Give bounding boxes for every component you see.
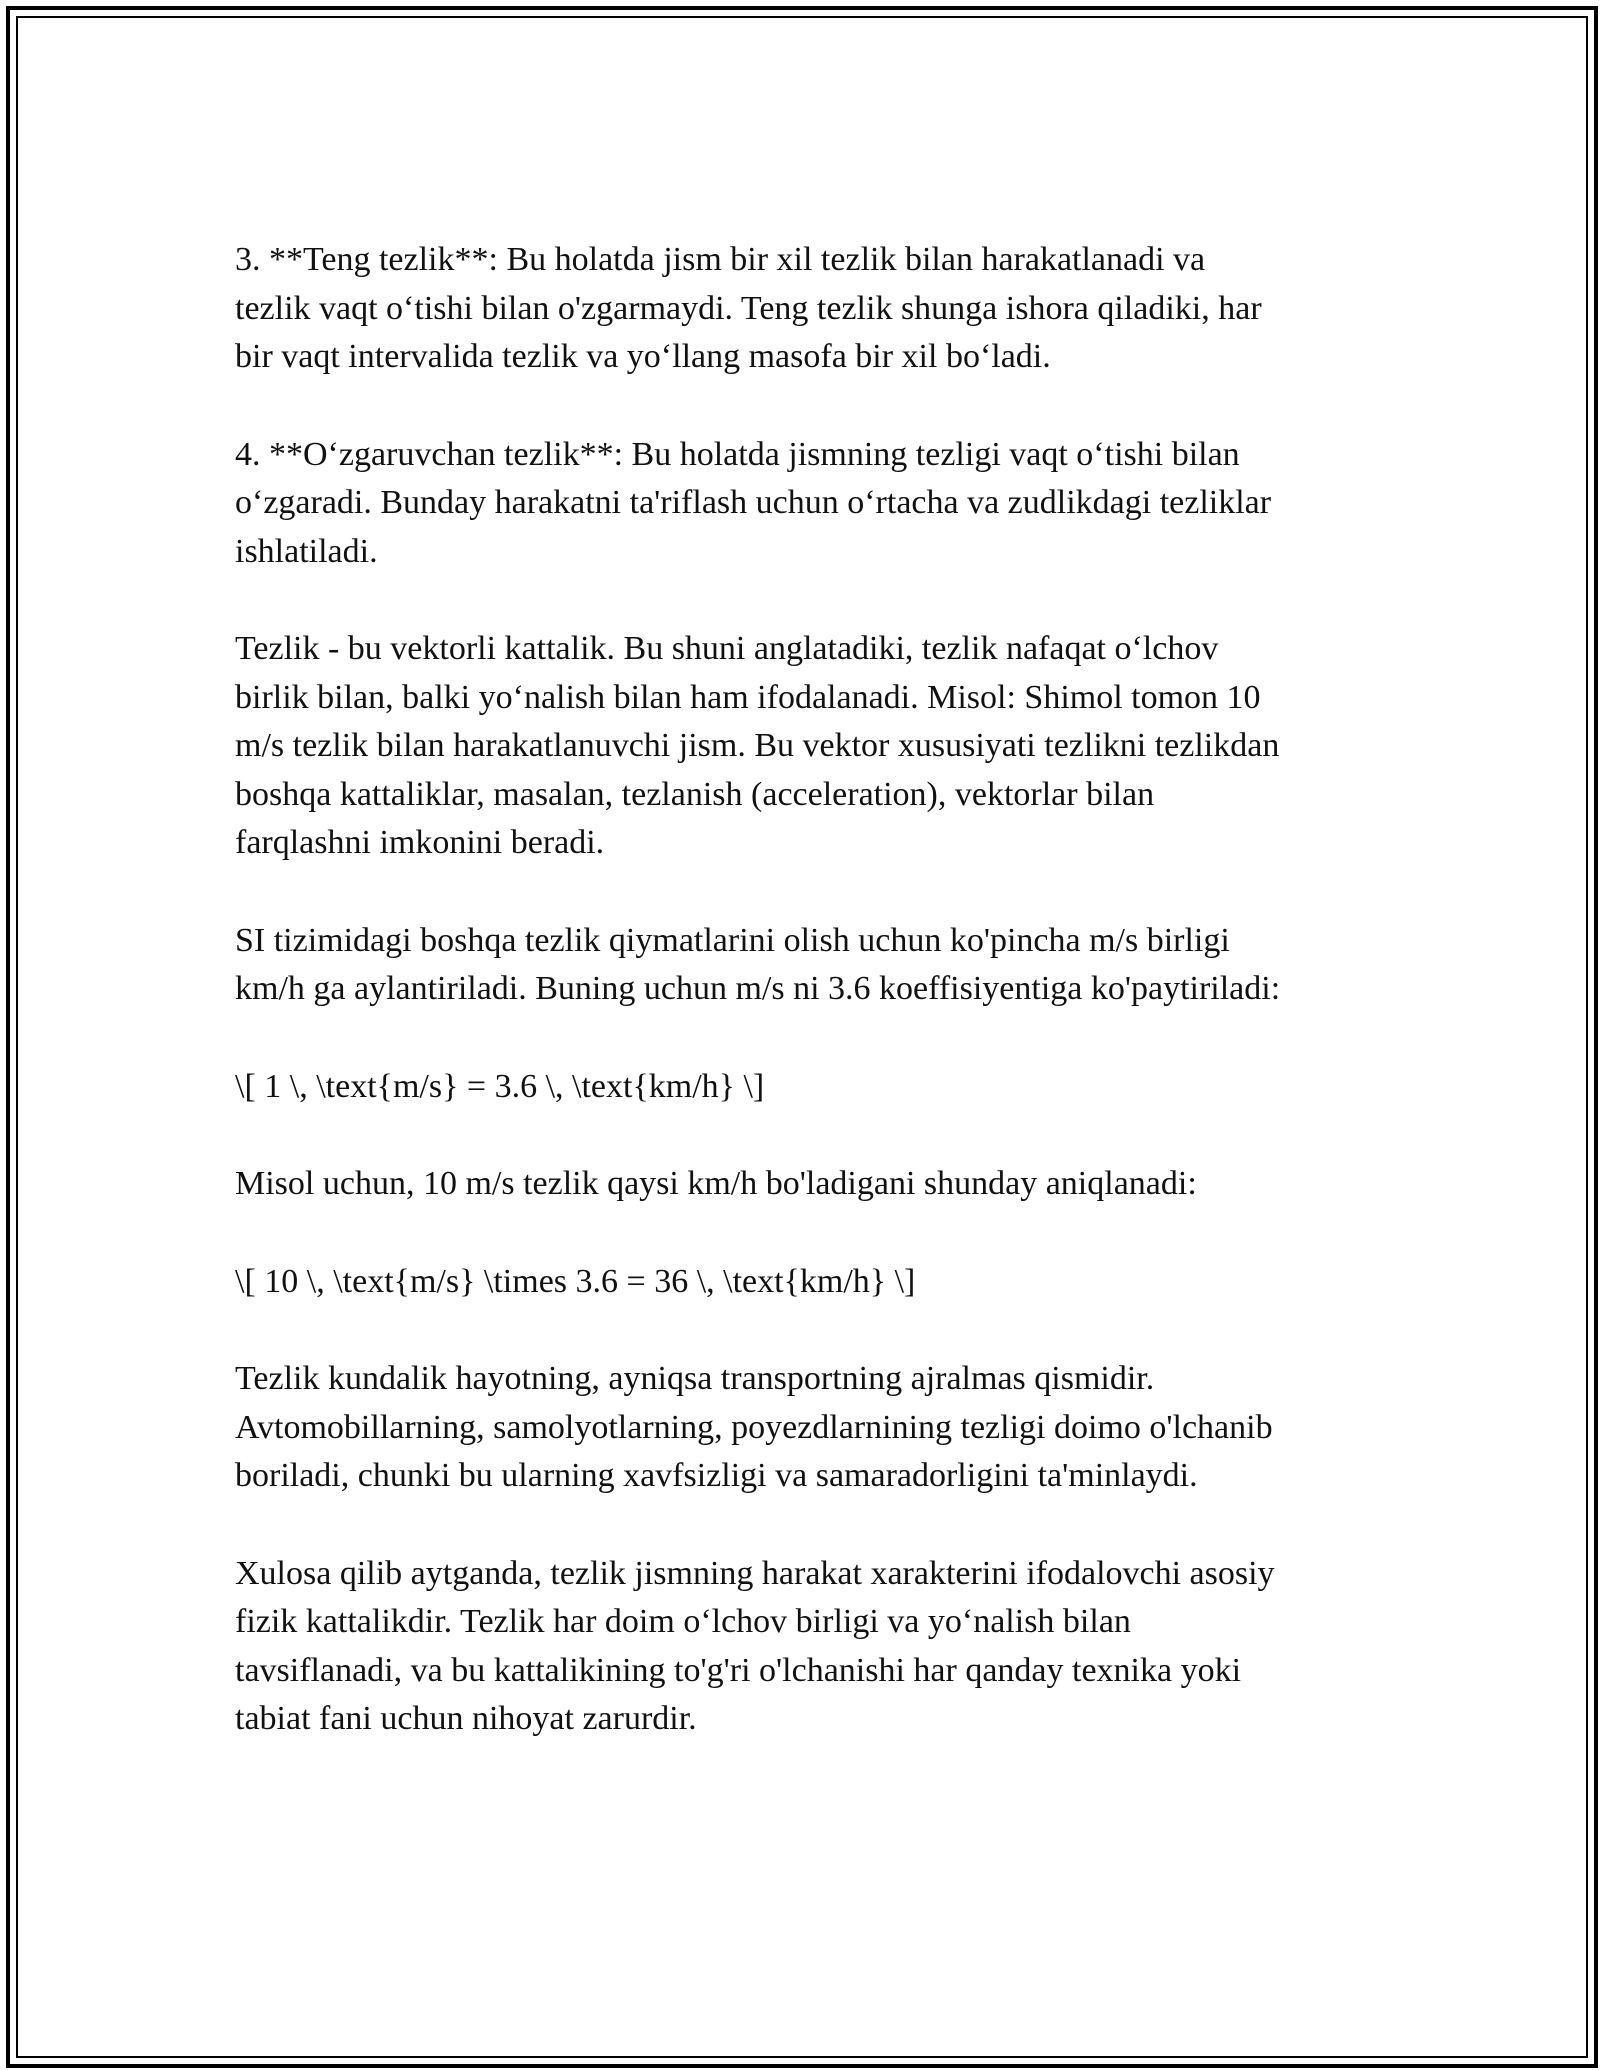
paragraph-kundalik-hayot: Tezlik kundalik hayotning, ayniqsa transportning ajralmas qismidir. Avtomobillarning, samolyotlarning, poyezdlarnining tezligi doimo o'lchanib boriladi, chunki bu ularning xavfsizligi va samaradorligini ta'minlaydi. [235, 1360, 1273, 1494]
paragraph-ozgaruvchan-tezlik: 4. **O‘zgaruvchan tezlik**: Bu holatda jismning tezligi vaqt o‘tishi bilan o‘zgaradi. Bunday harakatni ta'riflash uchun o‘rtacha va zudlikdagi tezliklar ishlatiladi. [235, 435, 1272, 570]
paragraph-si-tizimi: SI tizimidagi boshqa tezlik qiymatlarini olish uchun ko'pincha m/s birligi km/h ga aylantiriladi. Buning uchun m/s ni 3.6 koeffisiyentiga ko'paytiriladi: [235, 921, 1281, 1007]
formula-example: \[ 10 \, \text{m/s} \times 3.6 = 36 \, \text{km/h} \] [235, 1262, 916, 1300]
paragraph-vektorli-kattalik: Tezlik - bu vektorli kattalik. Bu shuni anglatadiki, tezlik nafaqat o‘lchov birlik bilan, balki yo‘nalish bilan ham ifodalanadi. Misol: Shimol tomon 10 m/s tezlik bilan harakatlanuvchi jism. Bu vektor xususiyati tezlikni tezlikdan boshqa kattaliklar, masalan, tezlanish (acceleration), vektorlar bilan farqlashni imkonini beradi. [235, 630, 1280, 861]
formula-conversion: \[ 1 \, \text{m/s} = 3.6 \, \text{km/h} \] [235, 1067, 765, 1105]
paragraph-misol: Misol uchun, 10 m/s tezlik qaysi km/h bo'ladigani shunday aniqlanadi: [235, 1165, 1197, 1202]
paragraph-xulosa: Xulosa qilib aytganda, tezlik jismning harakat xarakterini ifodalovchi asosiy fizik kattalikdir. Tezlik har doim o‘lchov birligi va yo‘nalish bilan tavsiflanadi, va bu kattalikining to'g'ri o'lchanishi har qanday texnika yoki tabiat fani uchun nihoyat zarurdir. [235, 1554, 1275, 1737]
document-body [235, 236, 1385, 1744]
paragraph-teng-tezlik: 3. **Teng tezlik**: Bu holatda jism bir xil tezlik bilan harakatlanadi va tezlik vaqt o‘tishi bilan o'zgarmaydi. Teng tezlik shunga ishora qiladiki, har bir vaqt intervalida tezlik va yo‘llang masofa bir xil bo‘ladi. [235, 241, 1262, 375]
